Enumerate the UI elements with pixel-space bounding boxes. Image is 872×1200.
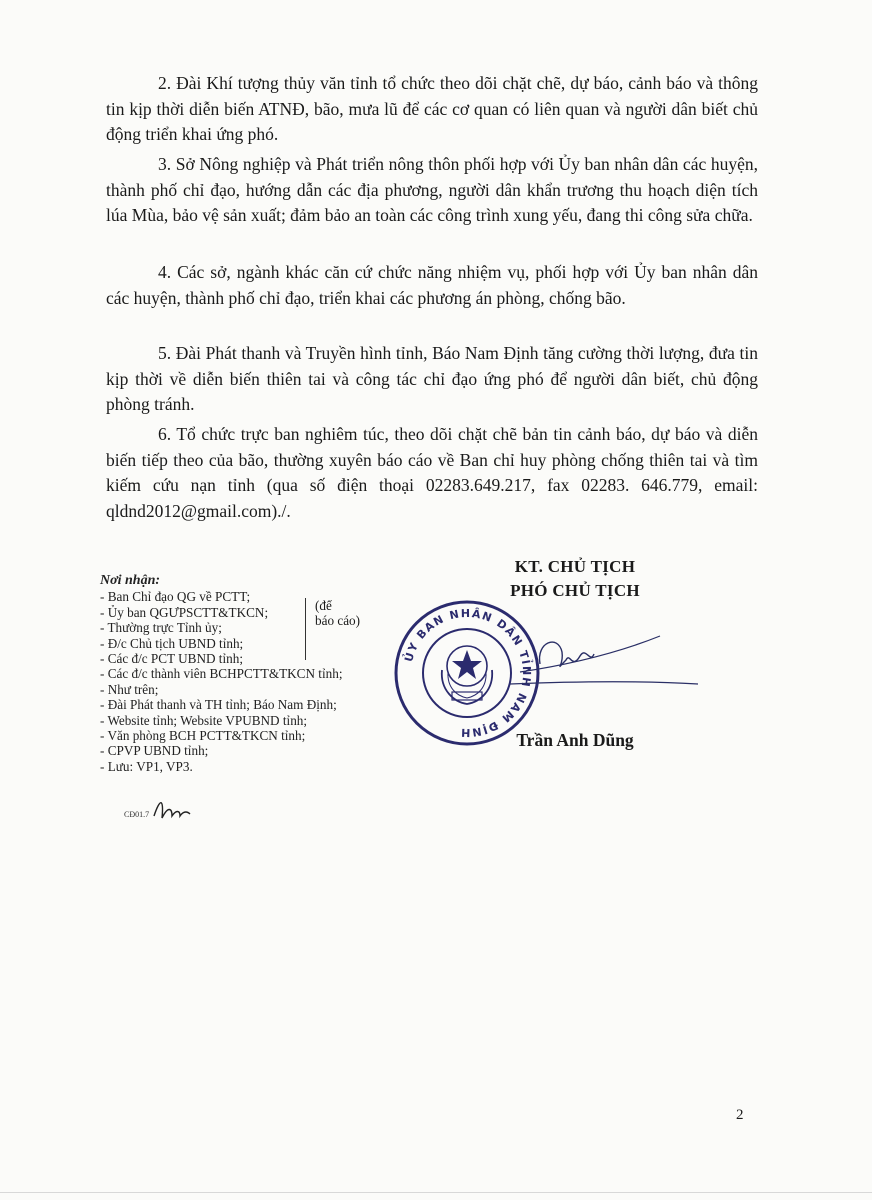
paragraph-2: 2. Đài Khí tượng thủy văn tỉnh tổ chức theo dõi chặt chẽ, dự báo, cảnh báo và thông tin kịp thời diễn biến ATNĐ, bão, mưa lũ để các cơ quan có liên quan và người dân biết chủ động triển khai ứng phó. (106, 73, 758, 144)
signature-title-line1: KT. CHỦ TỊCH (514, 557, 636, 576)
signature-title-line2: PHÓ CHỦ TỊCH (510, 581, 640, 600)
recipient-item: - Các đ/c PCT UBND tỉnh; (100, 651, 243, 667)
recipient-item: - Ban Chỉ đạo QG về PCTT; (100, 589, 251, 605)
bracket-note (305, 598, 395, 660)
paragraph-5: 5. Đài Phát thanh và Truyền hình tỉnh, Báo Nam Định tăng cường thời lượng, đưa tin kịp thời về diễn biến thiên tai và công tác chỉ đạo ứng phó để người dân biết, chủ động phòng tránh. (106, 343, 758, 414)
recipient-item: - Như trên; (100, 681, 159, 697)
bracket-note-line2: báo cáo) (315, 613, 361, 629)
recipient-item: - Đài Phát thanh và TH tỉnh; Báo Nam Định; (100, 697, 337, 713)
seal-text: ỦY BAN NHÂN DÂN TỈNH NAM ĐỊNH (402, 606, 534, 740)
paragraph-4: 4. Các sở, ngành khác căn cứ chức năng nhiệm vụ, phối hợp với Ủy ban nhân dân các huyện, thành phố chỉ đạo, triển khai các phương án phòng, chống bão. (106, 262, 758, 308)
signer-name: Trần Anh Dũng (516, 730, 634, 750)
recipients-heading: Nơi nhận: (100, 573, 161, 588)
recipient-item: - Thường trực Tỉnh ủy; (100, 620, 222, 636)
recipient-item: - Đ/c Chủ tịch UBND tỉnh; (100, 635, 244, 651)
recipient-item: - CPVP UBND tỉnh; (100, 743, 209, 759)
handwritten-initials-icon (150, 796, 200, 826)
recipient-item: - Ủy ban QGƯPSCTT&TKCN; (100, 604, 269, 620)
bracket-note-line1: (để (315, 598, 332, 613)
recipient-item: - Các đ/c thành viên BCHPCTT&TKCN tỉnh; (100, 666, 343, 682)
recipient-item: - Lưu: VP1, VP3. (100, 758, 193, 774)
page-bottom-edge (0, 1192, 872, 1193)
recipient-item: - Văn phòng BCH PCTT&TKCN tỉnh; (100, 728, 306, 744)
handwritten-signature-icon (500, 612, 700, 697)
paragraph-3: 3. Sở Nông nghiệp và Phát triển nông thôn phối hợp với Ủy ban nhân dân các huyện, thành phố chỉ đạo, hướng dẫn các địa phương, người dân khẩn trương thu hoạch diện tích lúa Mùa, bảo vệ sản xuất; đảm bảo an toàn các công trình xung yếu, đang thi công sửa chữa. (106, 154, 758, 225)
paragraph-6: 6. Tổ chức trực ban nghiêm túc, theo dõi chặt chẽ bản tin cảnh báo, dự báo và diễn biến tiếp theo của bão, thường xuyên báo cáo về Ban chỉ huy phòng chống thiên tai và tìm kiếm cứu nạn tỉnh (qua số điện thoại 02283.649.217, fax 02283. 646.779, email: qldnd2012@gmail.com)./. (106, 424, 758, 521)
document-code: CĐ01.7 (124, 810, 150, 819)
recipient-item: - Website tỉnh; Website VPUBND tỉnh; (100, 712, 308, 728)
page-number: 2 (736, 1107, 744, 1123)
